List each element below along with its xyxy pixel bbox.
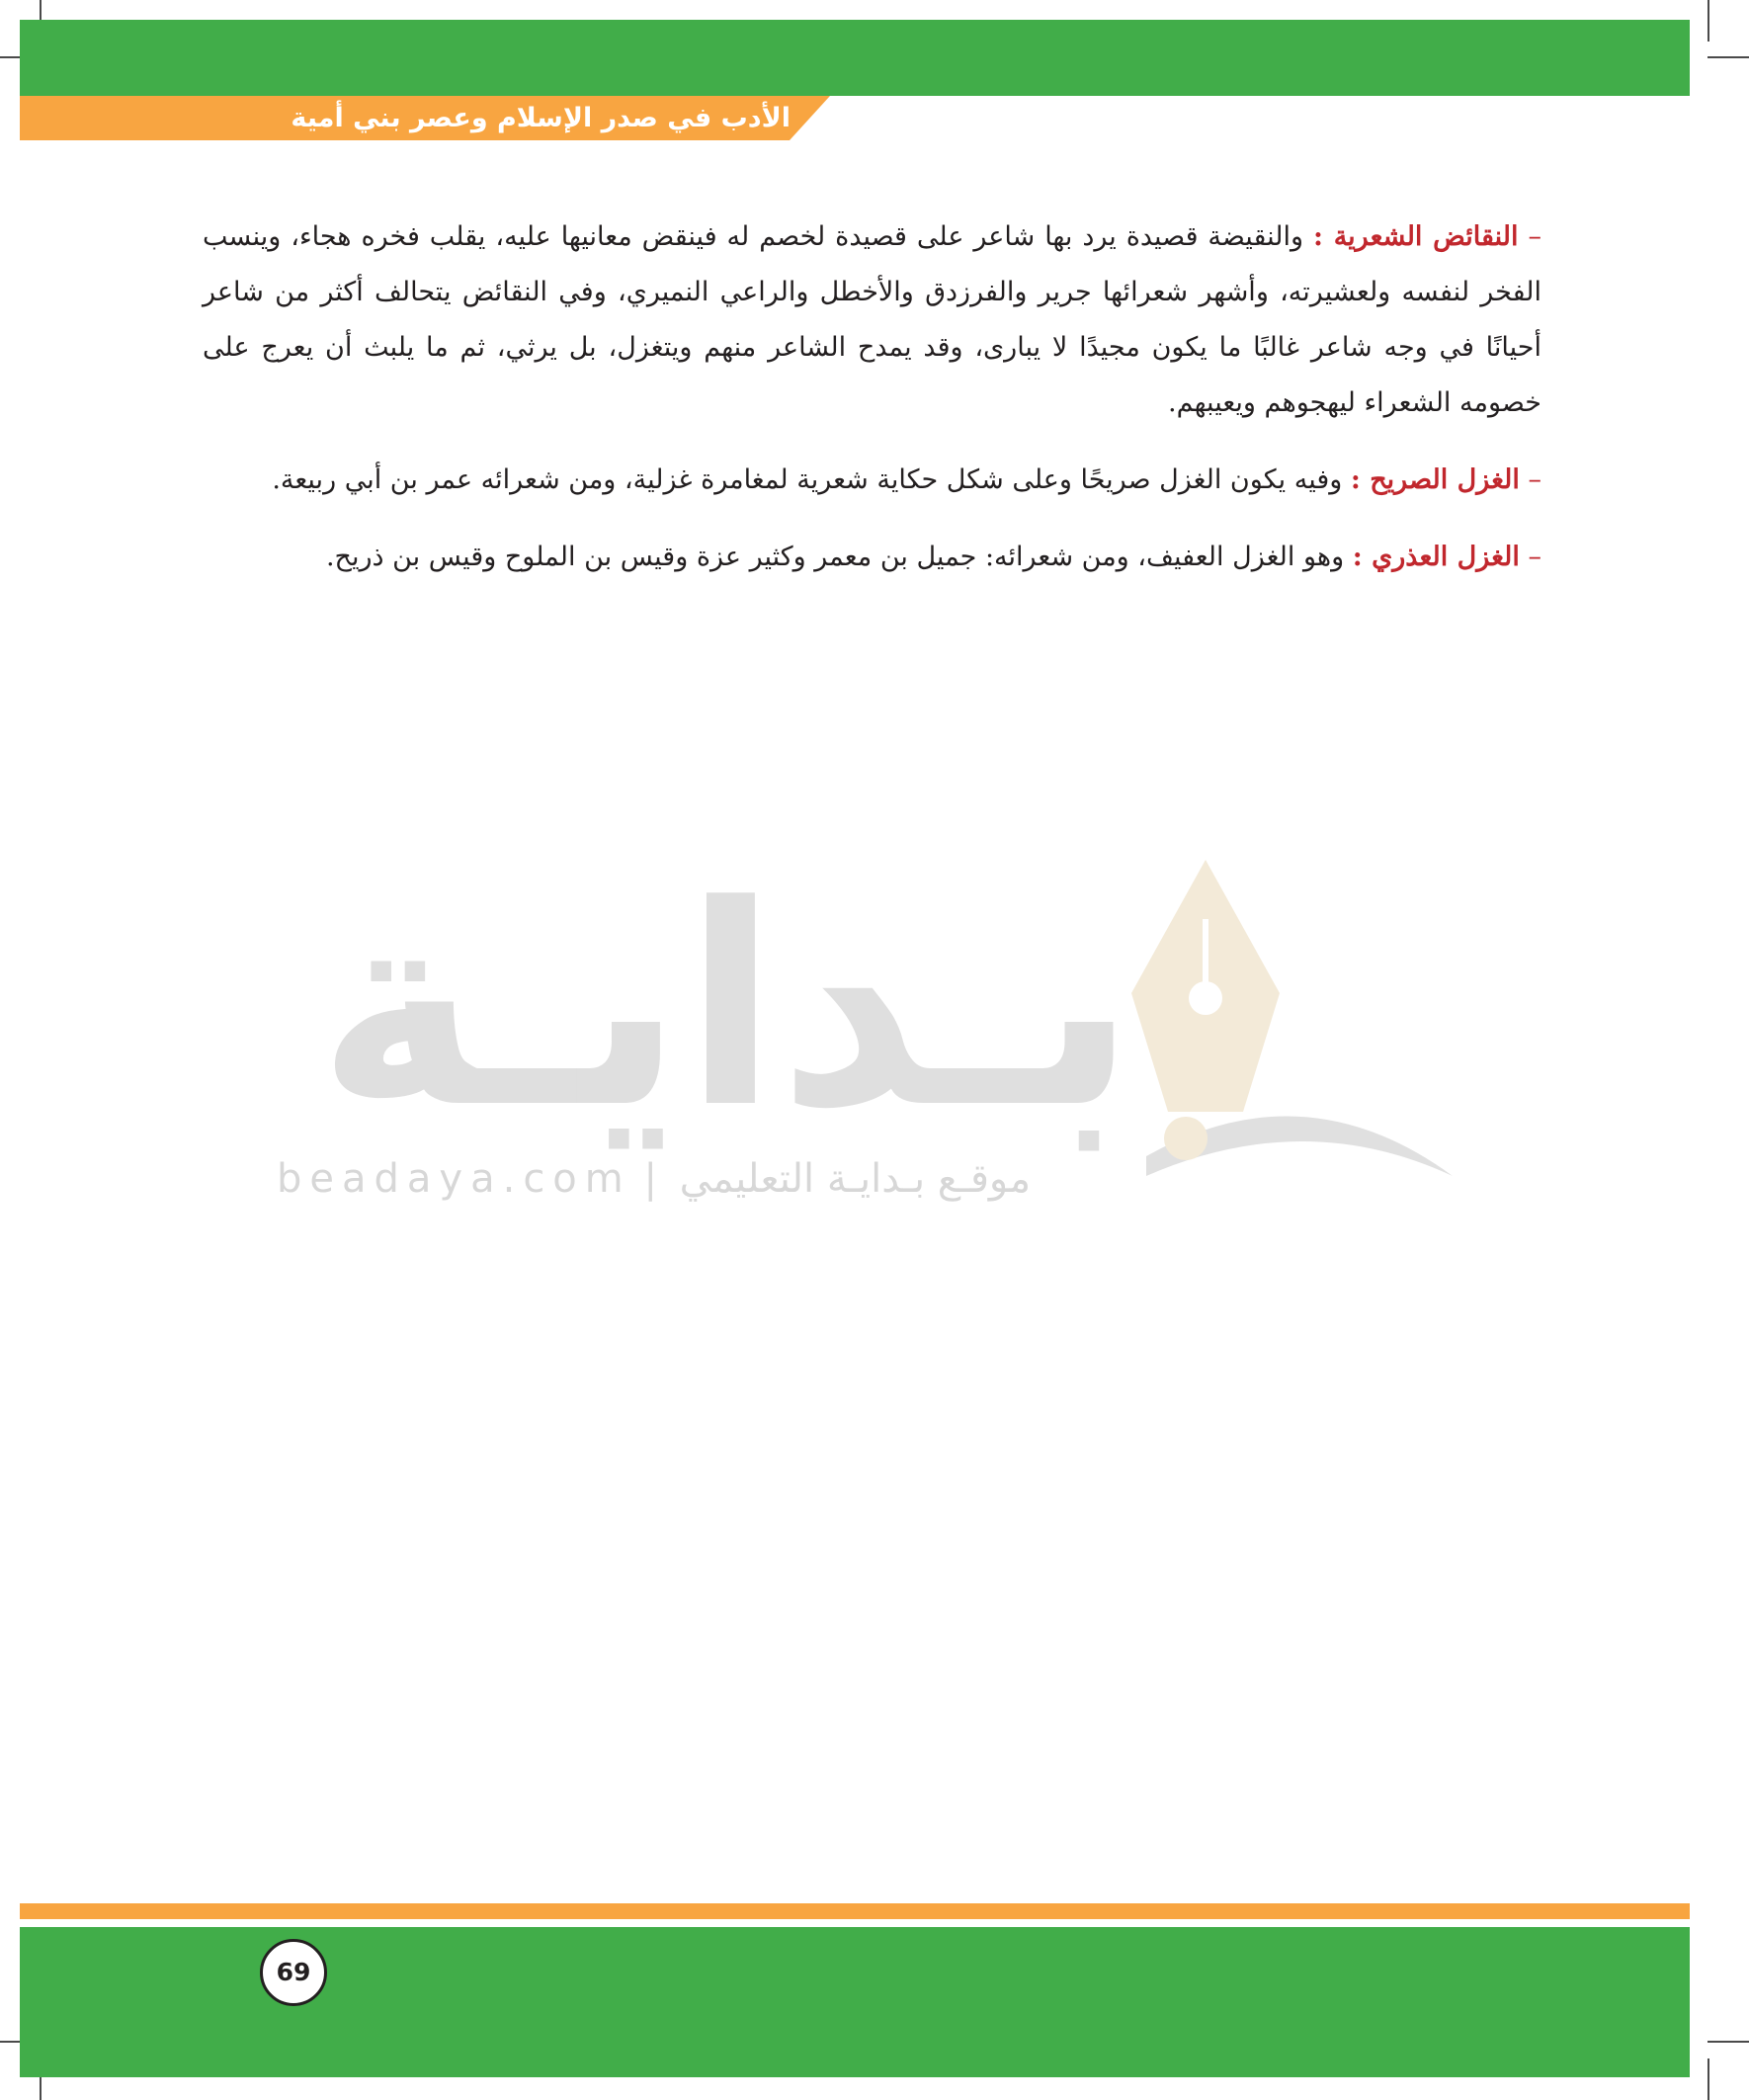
watermark-logo-word: بـدايـة	[316, 847, 1136, 1169]
watermark-tagline-row	[277, 1156, 1031, 1202]
paragraph-naqaid	[203, 210, 1541, 431]
paragraph-ghazal-udhri	[203, 530, 1541, 585]
paragraph-ghazal-sarih	[203, 453, 1541, 508]
bullet-dash: –	[1528, 542, 1541, 572]
term-ghazal-sarih: الغزل الصريح :	[1350, 464, 1520, 495]
footer-orange-stripe	[20, 1903, 1690, 1919]
crop-mark	[1707, 2058, 1709, 2100]
header-green-band	[20, 20, 1690, 96]
crop-mark	[1707, 56, 1749, 58]
paragraph-text: وفيه يكون الغزل صريحًا وعلى شكل حكاية شعرية لمغامرة غزلية، ومن شعرائه عمر بن أبي ربيعة.	[272, 464, 1351, 495]
crop-mark	[1707, 2041, 1749, 2043]
watermark-separator: |	[643, 1156, 657, 1202]
page-number: 69	[260, 1939, 327, 2006]
fountain-pen-nib-icon	[1126, 860, 1492, 1196]
paragraph-text: وهو الغزل العفيف، ومن شعرائه: جميل بن معمر وكثير عزة وقيس بن الملوح وقيس بن ذريح.	[325, 542, 1353, 572]
paragraph-text: والنقيضة قصيدة يرد بها شاعر على قصيدة لخصم له فينقض معانيها عليه، يقلب فخره هجاء، وينسب الفخر لنفسه ولعشيرته، وأشهر شعرائها جرير والفرزدق والأخطل والراعي النميري، وفي النقائض يتحالف أكثر من شاعر أحيانًا في وجه شاعر غالبًا ما يكون مجيدًا لا يبارى، وقد يمدح الشاعر منهم ويتغزل، بل يرثي، ثم ما يلبث أن يعرج على خصومه الشعراء ليهجوهم ويعيبهم.	[203, 221, 1541, 418]
page-content	[203, 210, 1541, 607]
watermark-url: beadaya.com	[277, 1156, 631, 1202]
watermark-tagline: موقـع بـدايـة التعليمي	[679, 1156, 1032, 1202]
bullet-dash: –	[1528, 464, 1541, 495]
crop-mark	[1707, 0, 1709, 42]
term-ghazal-udhri: الغزل العذري :	[1352, 542, 1520, 572]
bullet-dash: –	[1528, 221, 1541, 252]
term-naqaid: النقائض الشعرية :	[1312, 221, 1519, 252]
chapter-title: الأدب في صدر الإسلام وعصر بني أمية	[291, 103, 791, 133]
